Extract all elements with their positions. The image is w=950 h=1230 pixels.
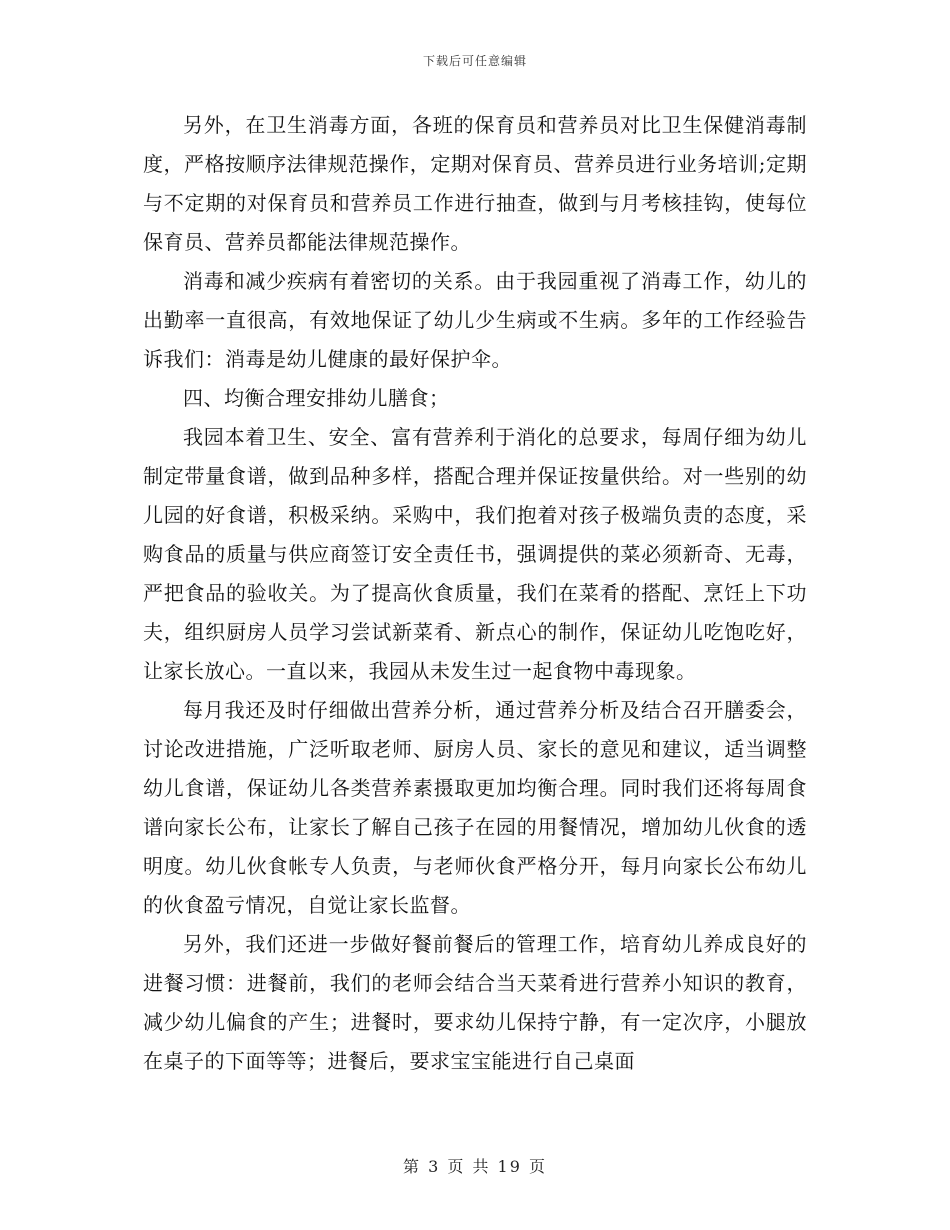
section-heading-diet: 四、均衡合理安排幼儿膳食； [183, 386, 450, 410]
paragraph-meal-management: 另外，我们还进一步做好餐前餐后的管理工作，培育幼儿养成良好的进餐习惯：进餐前，我们的老师会结合当天菜肴进行营养小知识的教育，减少幼儿偏食的产生；进餐时，要求幼儿保持宁静，有一定次序，小腿放在桌子的下面等等；进餐后，要求宝宝能进行自己桌面 [143, 932, 807, 1073]
paragraph-disinfection: 消毒和减少疾病有着密切的关系。由于我园重视了消毒工作，幼儿的出勤率一直很高，有效地保证了幼儿少生病或不生病。多年的工作经验告诉我们：消毒是幼儿健康的最好保护伞。 [143, 269, 807, 371]
page-number: 第 3 页 共 19 页 [403, 1157, 547, 1176]
document-body [143, 106, 807, 1081]
paragraph-sanitation: 另外，在卫生消毒方面，各班的保育员和营养员对比卫生保健消毒制度，严格按顺序法律规范操作，定期对保育员、营养员进行业务培训;定期与不定期的对保育员和营养员工作进行抽查，做到与月考核挂钩，使每位保育员、营养员都能法律规范操作。 [143, 113, 807, 254]
paragraph-recipes: 我园本着卫生、安全、富有营养利于消化的总要求，每周仔细为幼儿制定带量食谱，做到品种多样，搭配合理并保证按量供给。对一些别的幼儿园的好食谱，积极采纳。采购中，我们抱着对孩子极端负责的态度，采购食品的质量与供应商签订安全责任书，强调提供的菜必须新奇、无毒，严把食品的验收关。为了提高伙食质量，我们在菜肴的搭配、烹饪上下功夫，组织厨房人员学习尝试新菜肴、新点心的制作，保证幼儿吃饱吃好，让家长放心。一直以来，我园从未发生过一起食物中毒现象。 [143, 425, 807, 683]
paragraph-nutrition-analysis: 每月我还及时仔细做出营养分析，通过营养分析及结合召开膳委会，讨论改进措施，广泛听取老师、厨房人员、家长的意见和建议，适当调整幼儿食谱，保证幼儿各类营养素摄取更加均衡合理。同时我们还将每周食谱向家长公布，让家长了解自己孩子在园的用餐情况，增加幼儿伙食的透明度。幼儿伙食帐专人负责，与老师伙食严格分开，每月向家长公布幼儿的伙食盈亏情况，自觉让家长监督。 [143, 698, 807, 917]
page-header: 下载后可任意编辑 [422, 54, 527, 68]
